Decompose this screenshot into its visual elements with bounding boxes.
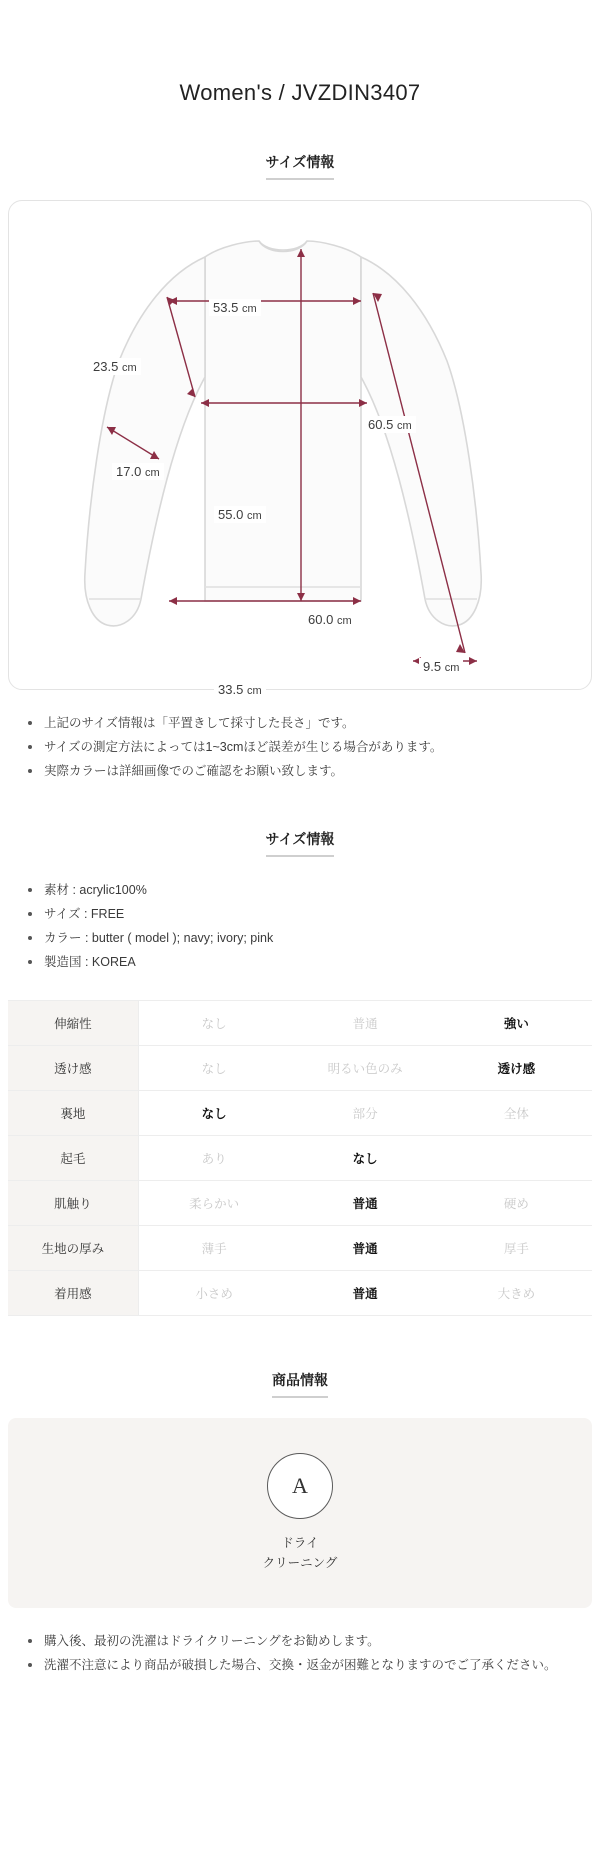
dim-total-length: 60.0 cm [304, 611, 356, 628]
spec-option-selected: なし [352, 1152, 378, 1167]
spec-option: 柔らかい [189, 1197, 240, 1212]
list-item: 洗濯不注意により商品が破損した場合、交換・返金が困難となりますのでご了承ください。 [26, 1654, 580, 1678]
size-notes-list [26, 712, 580, 783]
dry-clean-icon: A [267, 1453, 333, 1519]
table-row [8, 1001, 592, 1046]
material-section-heading-text: サイズ情報 [266, 829, 335, 857]
list-item: 素材 : acrylic100% [26, 879, 580, 903]
spec-row-label: 着用感 [8, 1271, 138, 1316]
dim-sleeve-opening-upper: 17.0 cm [112, 463, 164, 480]
spec-option-selected: 普通 [352, 1242, 378, 1257]
spec-option-selected: 透け感 [497, 1062, 536, 1077]
dim-shoulder: 53.5 cm [209, 299, 261, 316]
spec-option: 明るい色のみ [327, 1062, 403, 1077]
spec-option: あり [201, 1152, 227, 1167]
spec-option: なし [201, 1062, 227, 1077]
dim-chest: 55.0 cm [214, 506, 266, 523]
spec-option [441, 1136, 592, 1181]
garment-illustration [9, 201, 593, 689]
size-section-heading-text: サイズ情報 [266, 152, 335, 180]
table-row [8, 1181, 592, 1226]
spec-option: 薄手 [201, 1242, 227, 1257]
table-row [8, 1046, 592, 1091]
list-item: 製造国 : KOREA [26, 951, 580, 975]
spec-option-selected: 強い [503, 1017, 529, 1032]
spec-option: なし [201, 1017, 227, 1032]
spec-row-label: 生地の厚み [8, 1226, 138, 1271]
spec-table [8, 1000, 592, 1316]
spec-option: 普通 [352, 1017, 378, 1032]
dim-hem: 33.5 cm [214, 681, 266, 698]
size-section-heading [0, 152, 600, 180]
dim-armhole: 23.5 cm [89, 358, 141, 375]
list-item: サイズの測定方法によっては1~3cmほど誤差が生じる場合があります。 [26, 736, 580, 760]
list-item: カラー : butter ( model ); navy; ivory; pink [26, 927, 580, 951]
list-item: 上記のサイズ情報は「平置きして採寸した長さ」です。 [26, 712, 580, 736]
material-list [26, 879, 580, 974]
care-label-line2: クリーニング [262, 1556, 338, 1571]
care-instruction-box [8, 1418, 592, 1608]
care-notes-list [26, 1630, 580, 1678]
dim-cuff: 9.5 cm [419, 658, 463, 675]
table-row [8, 1136, 592, 1181]
care-label-line1: ドライ [281, 1536, 319, 1551]
size-diagram [8, 200, 592, 697]
spec-row-label: 裏地 [8, 1091, 138, 1136]
spec-row-label: 透け感 [8, 1046, 138, 1091]
care-label [263, 1533, 338, 1573]
table-row [8, 1271, 592, 1316]
spec-row-label: 起毛 [8, 1136, 138, 1181]
spec-option: 大きめ [497, 1287, 536, 1302]
spec-option: 硬め [503, 1197, 529, 1212]
spec-option-selected: 普通 [352, 1197, 378, 1212]
table-row [8, 1091, 592, 1136]
spec-row-label: 伸縮性 [8, 1001, 138, 1046]
table-row [8, 1226, 592, 1271]
spec-option: 全体 [503, 1107, 529, 1122]
list-item: サイズ : FREE [26, 903, 580, 927]
material-section-heading [0, 829, 600, 857]
spec-option: 部分 [352, 1107, 378, 1122]
list-item: 実際カラーは詳細画像でのご確認をお願い致します。 [26, 760, 580, 784]
spec-option: 厚手 [503, 1242, 529, 1257]
product-section-heading-text: 商品情報 [272, 1370, 328, 1398]
spec-option-selected: なし [201, 1107, 227, 1122]
page-title: Women's / JVZDIN3407 [179, 80, 421, 105]
spec-option-selected: 普通 [352, 1287, 378, 1302]
spec-option: 小さめ [195, 1287, 233, 1302]
product-section-heading [0, 1370, 600, 1398]
spec-row-label: 肌触り [8, 1181, 138, 1226]
list-item: 購入後、最初の洗濯はドライクリーニングをお勧めします。 [26, 1630, 580, 1654]
dim-sleeve-length: 60.5 cm [364, 416, 416, 433]
